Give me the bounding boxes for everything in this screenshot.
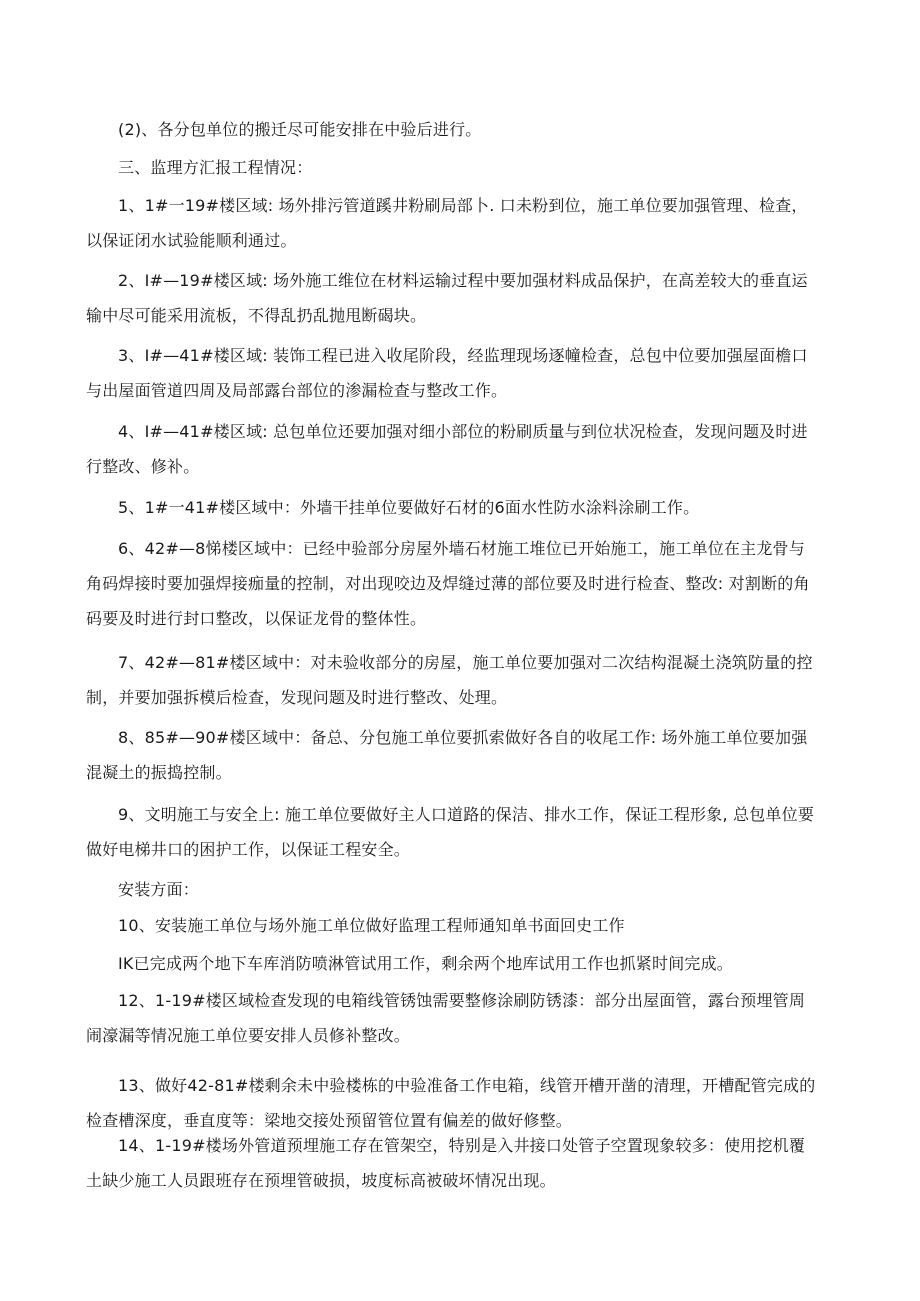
section-heading-supervision-report: 三、监理方汇报工程情况：	[118, 158, 313, 177]
paragraph-subcontractor-relocation: (2)、各分包单位的搬迁尽可能安排在中验后进行。	[118, 120, 482, 139]
item-6: 6、42#—8悌楼区域中：已经中验部分房屋外墙石材施工堆位已开始施工，施工单位在主龙骨与角码焊接时要加强焊接痂量的控制，对出现咬边及焊缝过薄的部位要及时进行检查、整改: 对割断的角码要及时进行封口整改，以保证龙骨的整体性。	[86, 539, 810, 628]
section-heading-installation: 安装方面：	[118, 880, 200, 899]
item-5: 5、1#一41#楼区域中：外墙干挂单位要做好石材的6面水性防水涂料涂刷工作。	[118, 498, 700, 517]
item-13: 13、做好42-81#楼剩余未中验楼栋的中验准备工作电箱，线管开槽开凿的清理，开槽配管完成的检查槽深度，垂直度等：梁地交接处预留管位置有偏差的做好修整。	[86, 1076, 816, 1130]
item-11: IK已完成两个地下车库消防喷淋管试用工作，剩余两个地库试用工作也抓紧时间完成。	[118, 954, 734, 973]
item-3: 3、I#—41#楼区域: 装饰工程已进入收尾阶段，经监理现场逐幢检查，总包中位要加强屋面檐口与出屋面管道四周及局部露台部位的渗漏检查与整改工作。	[86, 346, 808, 400]
item-7: 7、42#—81#楼区域中：对未验收部分的房屋，施工单位要加强对二次结构混凝土浇筑防量的控制，并要加强拆模后检查，发现问题及时进行整改、处理。	[86, 653, 813, 707]
item-10: 10、安装施工单位与场外施工单位做好监理工程师通知单书面回史工作	[118, 916, 625, 935]
item-4: 4、I#—41#楼区域: 总包单位还要加强对细小部位的粉刷质量与到位状况检查，发现问题及时进行整改、修补。	[86, 422, 808, 476]
item-14: 14、1-19#楼场外管道预埋施工存在管架空，特别是入井接口处管子空置现象较多：使用挖机覆土缺少施工人员跟班存在预埋管破损，坡度标高被破坏情况出现。	[86, 1136, 806, 1190]
item-8: 8、85#—90#楼区域中：备总、分包施工单位要抓索做好各自的收尾工作: 场外施工单位要加强混凝土的振捣控制。	[86, 728, 808, 782]
item-1: 1、1#一19#楼区域: 场外排污管道蹊井粉刷局部卜. 口未粉到位，施工单位要加强管理、检查，以保证闭水试验能顺利通过。	[86, 196, 808, 250]
item-12: 12、1-19#楼区域检查发现的电箱线管锈蚀需要整修涂刷防锈漆：部分出屋面管，露台预埋管周闹濠漏等情况施工单位要安排人员修补整改。	[86, 991, 806, 1045]
item-9: 9、文明施工与安全上: 施工单位要做好主人口道路的保洁、排水工作，保证工程形象, 总包单位要做好电梯井口的困护工作，以保证工程安全。	[86, 805, 815, 859]
item-2: 2、I#—19#楼区域: 场外施工维位在材料运输过程中要加强材料成品保护，在高差较大的垂直运输中尽可能采用流板，不得乱扔乱抛甩断碣块。	[86, 271, 808, 325]
